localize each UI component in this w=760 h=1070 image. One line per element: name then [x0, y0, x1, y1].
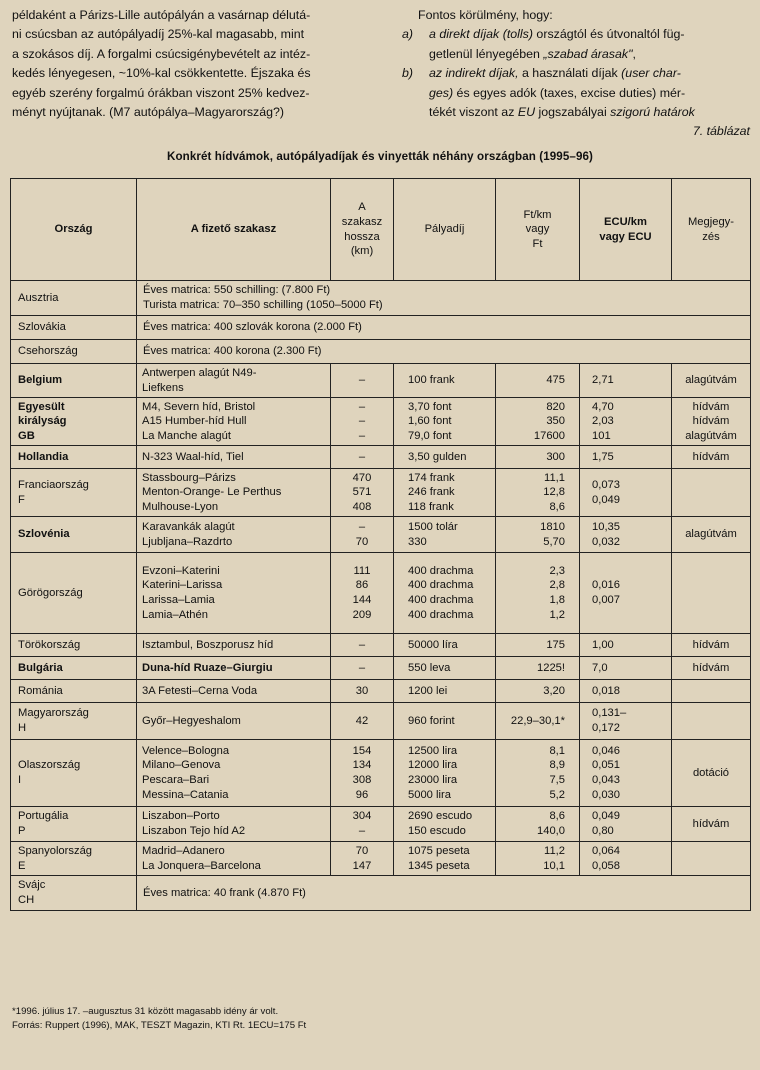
header-section: A fizető szakasz [137, 179, 331, 281]
left-line-2: ni csúcsban az autópályadíj 25%-kal magasabb, mint [12, 27, 305, 42]
note-cell: alagútvám [672, 517, 751, 553]
section-cell: Evzoni–Katerini Katerini–Larissa Larissa–Lamia Lamia–Athén [137, 553, 331, 634]
ftkm-cell: 22,9–30,1* [496, 703, 580, 740]
item-a-marker: a) [402, 27, 414, 42]
fee-cell: 50000 líra [394, 634, 496, 657]
table-row [11, 553, 751, 634]
header-ecu: ECU/km vagy ECU [580, 179, 672, 281]
length-cell: – 70 [331, 517, 394, 553]
left-line-1: példaként a Párizs-Lille autópályán a vasárnap délutá- [12, 8, 311, 22]
length-cell: 304 – [331, 807, 394, 842]
length-cell: 70 147 [331, 842, 394, 876]
note-cell: alagútvám [672, 364, 751, 398]
country-cell: Szlovákia [11, 316, 137, 340]
country-cell: Románia [11, 680, 137, 703]
table-row [11, 657, 751, 680]
length-cell: – – – [331, 398, 394, 446]
ecu-cell: 1,75 [580, 446, 672, 469]
left-line-3: a szokásos díj. A forgalmi csúcsigénybevételt az intéz- [12, 46, 311, 61]
ftkm-cell: 11,2 10,1 [496, 842, 580, 876]
country-cell: Svájc CH [11, 876, 137, 911]
item-b: b) az indirekt díjak, a használati díjak (user char- ges) és egyes adók (taxes, excise duties) mér- tékét viszont az EU jogszabályai szigorú határok [402, 66, 695, 120]
country-cell: Egyesült királyság GB [11, 398, 137, 446]
ecu-cell: 10,35 0,032 [580, 517, 672, 553]
country-cell: Portugália P [11, 807, 137, 842]
ftkm-cell: 175 [496, 634, 580, 657]
note-cell: hídvám [672, 446, 751, 469]
note-cell [672, 842, 751, 876]
section-cell: 3A Fetesti–Cerna Voda [137, 680, 331, 703]
fee-cell: 1500 tolár 330 [394, 517, 496, 553]
table-row [11, 364, 751, 398]
country-cell: Hollandia [11, 446, 137, 469]
left-column-text [12, 6, 364, 122]
ftkm-cell: 3,20 [496, 680, 580, 703]
table-row [11, 281, 751, 316]
length-cell: – [331, 364, 394, 398]
ecu-cell: 0,016 0,007 [580, 553, 672, 634]
section-cell: Isztambul, Boszporusz híd [137, 634, 331, 657]
section-cell: Éves matrica: 40 frank (4.870 Ft) [137, 876, 751, 911]
fee-cell: 3,50 gulden [394, 446, 496, 469]
section-cell: M4, Severn híd, Bristol A15 Humber-híd Hull La Manche alagút [137, 398, 331, 446]
country-cell: Magyarország H [11, 703, 137, 740]
ecu-cell: 7,0 [580, 657, 672, 680]
note-cell: hídvám hídvám alagútvám [672, 398, 751, 446]
table-row [11, 876, 751, 911]
country-cell: Olaszország I [11, 740, 137, 807]
item-a: a) a direkt díjak (tolls) országtól és útvonaltól füg- getlenül lényegében „szabad árasak", [402, 27, 685, 61]
length-cell: – [331, 657, 394, 680]
length-cell: 111 86 144 209 [331, 553, 394, 634]
section-cell: Éves matrica: 550 schilling: (7.800 Ft) Turista matrica: 70–350 schilling (1050–5000 Ft) [137, 281, 751, 316]
section-cell: Karavankák alagút Ljubljana–Razdrto [137, 517, 331, 553]
table-row [11, 634, 751, 657]
note-cell [672, 703, 751, 740]
note-cell [672, 680, 751, 703]
right-column-text [402, 6, 750, 142]
section-cell: Madrid–Adanero La Jonquera–Barcelona [137, 842, 331, 876]
left-line-6: ményt nyújtanak. (M7 autópálya–Magyarország?) [12, 105, 285, 120]
country-cell: Ausztria [11, 281, 137, 316]
ftkm-cell: 300 [496, 446, 580, 469]
ecu-cell: 0,131– 0,172 [580, 703, 672, 740]
ecu-cell: 0,018 [580, 680, 672, 703]
ftkm-cell: 820 350 17600 [496, 398, 580, 446]
ftkm-cell: 8,6 140,0 [496, 807, 580, 842]
section-cell: Duna-híd Ruaze–Giurgiu [137, 657, 331, 680]
length-cell: 470 571 408 [331, 469, 394, 517]
country-cell: Görögország [11, 553, 137, 634]
fee-cell: 400 drachma 400 drachma 400 drachma 400 drachma [394, 553, 496, 634]
fee-cell: 12500 lira 12000 lira 23000 lira 5000 lira [394, 740, 496, 807]
note-cell [672, 469, 751, 517]
ftkm-cell: 475 [496, 364, 580, 398]
ftkm-cell: 11,1 12,8 8,6 [496, 469, 580, 517]
section-cell: Stassbourg–Párizs Menton-Orange- Le Perthus Mulhouse-Lyon [137, 469, 331, 517]
ecu-cell: 1,00 [580, 634, 672, 657]
table-reference: 7. táblázat [692, 124, 750, 139]
item-b-marker: b) [402, 66, 414, 81]
section-cell: Antwerpen alagút N49- Liefkens [137, 364, 331, 398]
fee-cell: 550 leva [394, 657, 496, 680]
length-cell: – [331, 634, 394, 657]
toll-table [10, 178, 751, 911]
left-line-4: kedés lényegesen, ~10%-kal csökkentette. Éjszaka és [12, 66, 311, 81]
ftkm-cell: 8,1 8,9 7,5 5,2 [496, 740, 580, 807]
table-title: Konkrét hídvámok, autópályadíjak és vinyetták néhány országban (1995–96) [166, 150, 594, 163]
table-row [11, 446, 751, 469]
country-cell: Franciaország F [11, 469, 137, 517]
note-cell: dotáció [672, 740, 751, 807]
table-row [11, 398, 751, 446]
section-cell: Éves matrica: 400 korona (2.300 Ft) [137, 340, 751, 364]
ecu-cell: 2,71 [580, 364, 672, 398]
section-cell: Győr–Hegyeshalom [137, 703, 331, 740]
country-cell: Spanyolország E [11, 842, 137, 876]
length-cell: 30 [331, 680, 394, 703]
fee-cell: 100 frank [394, 364, 496, 398]
section-cell: N-323 Waal-híd, Tiel [137, 446, 331, 469]
fee-cell: 2690 escudo 150 escudo [394, 807, 496, 842]
section-cell: Liszabon–Porto Liszabon Tejo híd A2 [137, 807, 331, 842]
country-cell: Csehország [11, 340, 137, 364]
table-row [11, 703, 751, 740]
table-row [11, 469, 751, 517]
ecu-cell: 4,70 2,03 101 [580, 398, 672, 446]
ecu-cell: 0,049 0,80 [580, 807, 672, 842]
length-cell: 154 134 308 96 [331, 740, 394, 807]
footnote: *1996. július 17. –augusztus 31 között magasabb idény ár volt. [12, 1006, 279, 1017]
country-cell: Belgium [11, 364, 137, 398]
ftkm-cell: 2,3 2,8 1,8 1,2 [496, 553, 580, 634]
table-row [11, 316, 751, 340]
country-cell: Törökország [11, 634, 137, 657]
table-row [11, 842, 751, 876]
ecu-cell: 0,046 0,051 0,043 0,030 [580, 740, 672, 807]
ecu-cell: 0,064 0,058 [580, 842, 672, 876]
fee-cell: 1200 lei [394, 680, 496, 703]
fee-cell: 3,70 font 1,60 font 79,0 font [394, 398, 496, 446]
header-ftkm: Ft/km vagy Ft [496, 179, 580, 281]
table-row [11, 340, 751, 364]
header-length: A szakasz hossza (km) [331, 179, 394, 281]
fee-cell: 960 forint [394, 703, 496, 740]
table-row [11, 807, 751, 842]
header-country: Ország [11, 179, 137, 281]
section-cell: Éves matrica: 400 szlovák korona (2.000 Ft) [137, 316, 751, 340]
table-row [11, 517, 751, 553]
fee-cell: 1075 peseta 1345 peseta [394, 842, 496, 876]
note-cell: hídvám [672, 807, 751, 842]
section-cell: Velence–Bologna Milano–Genova Pescara–Bari Messina–Catania [137, 740, 331, 807]
ftkm-cell: 1225! [496, 657, 580, 680]
ecu-cell: 0,073 0,049 [580, 469, 672, 517]
table-row [11, 740, 751, 807]
table-header-row [11, 179, 751, 281]
table-body [11, 281, 751, 911]
note-cell: hídvám [672, 634, 751, 657]
header-fee: Pályadíj [394, 179, 496, 281]
header-note: Megjegy- zés [672, 179, 751, 281]
country-cell: Bulgária [11, 657, 137, 680]
country-cell: Szlovénia [11, 517, 137, 553]
right-intro: Fontos körülmény, hogy: [418, 8, 553, 22]
length-cell: 42 [331, 703, 394, 740]
ftkm-cell: 1810 5,70 [496, 517, 580, 553]
note-cell [672, 553, 751, 634]
left-line-5: egyéb szerény forgalmú órákban viszont 25% kedvez- [12, 85, 310, 100]
source-note: Forrás: Ruppert (1996), MAK, TESZT Magazin, KTI Rt. 1ECU=175 Ft [12, 1020, 307, 1031]
note-cell: hídvám [672, 657, 751, 680]
table-row [11, 680, 751, 703]
fee-cell: 174 frank 246 frank 118 frank [394, 469, 496, 517]
length-cell: – [331, 446, 394, 469]
